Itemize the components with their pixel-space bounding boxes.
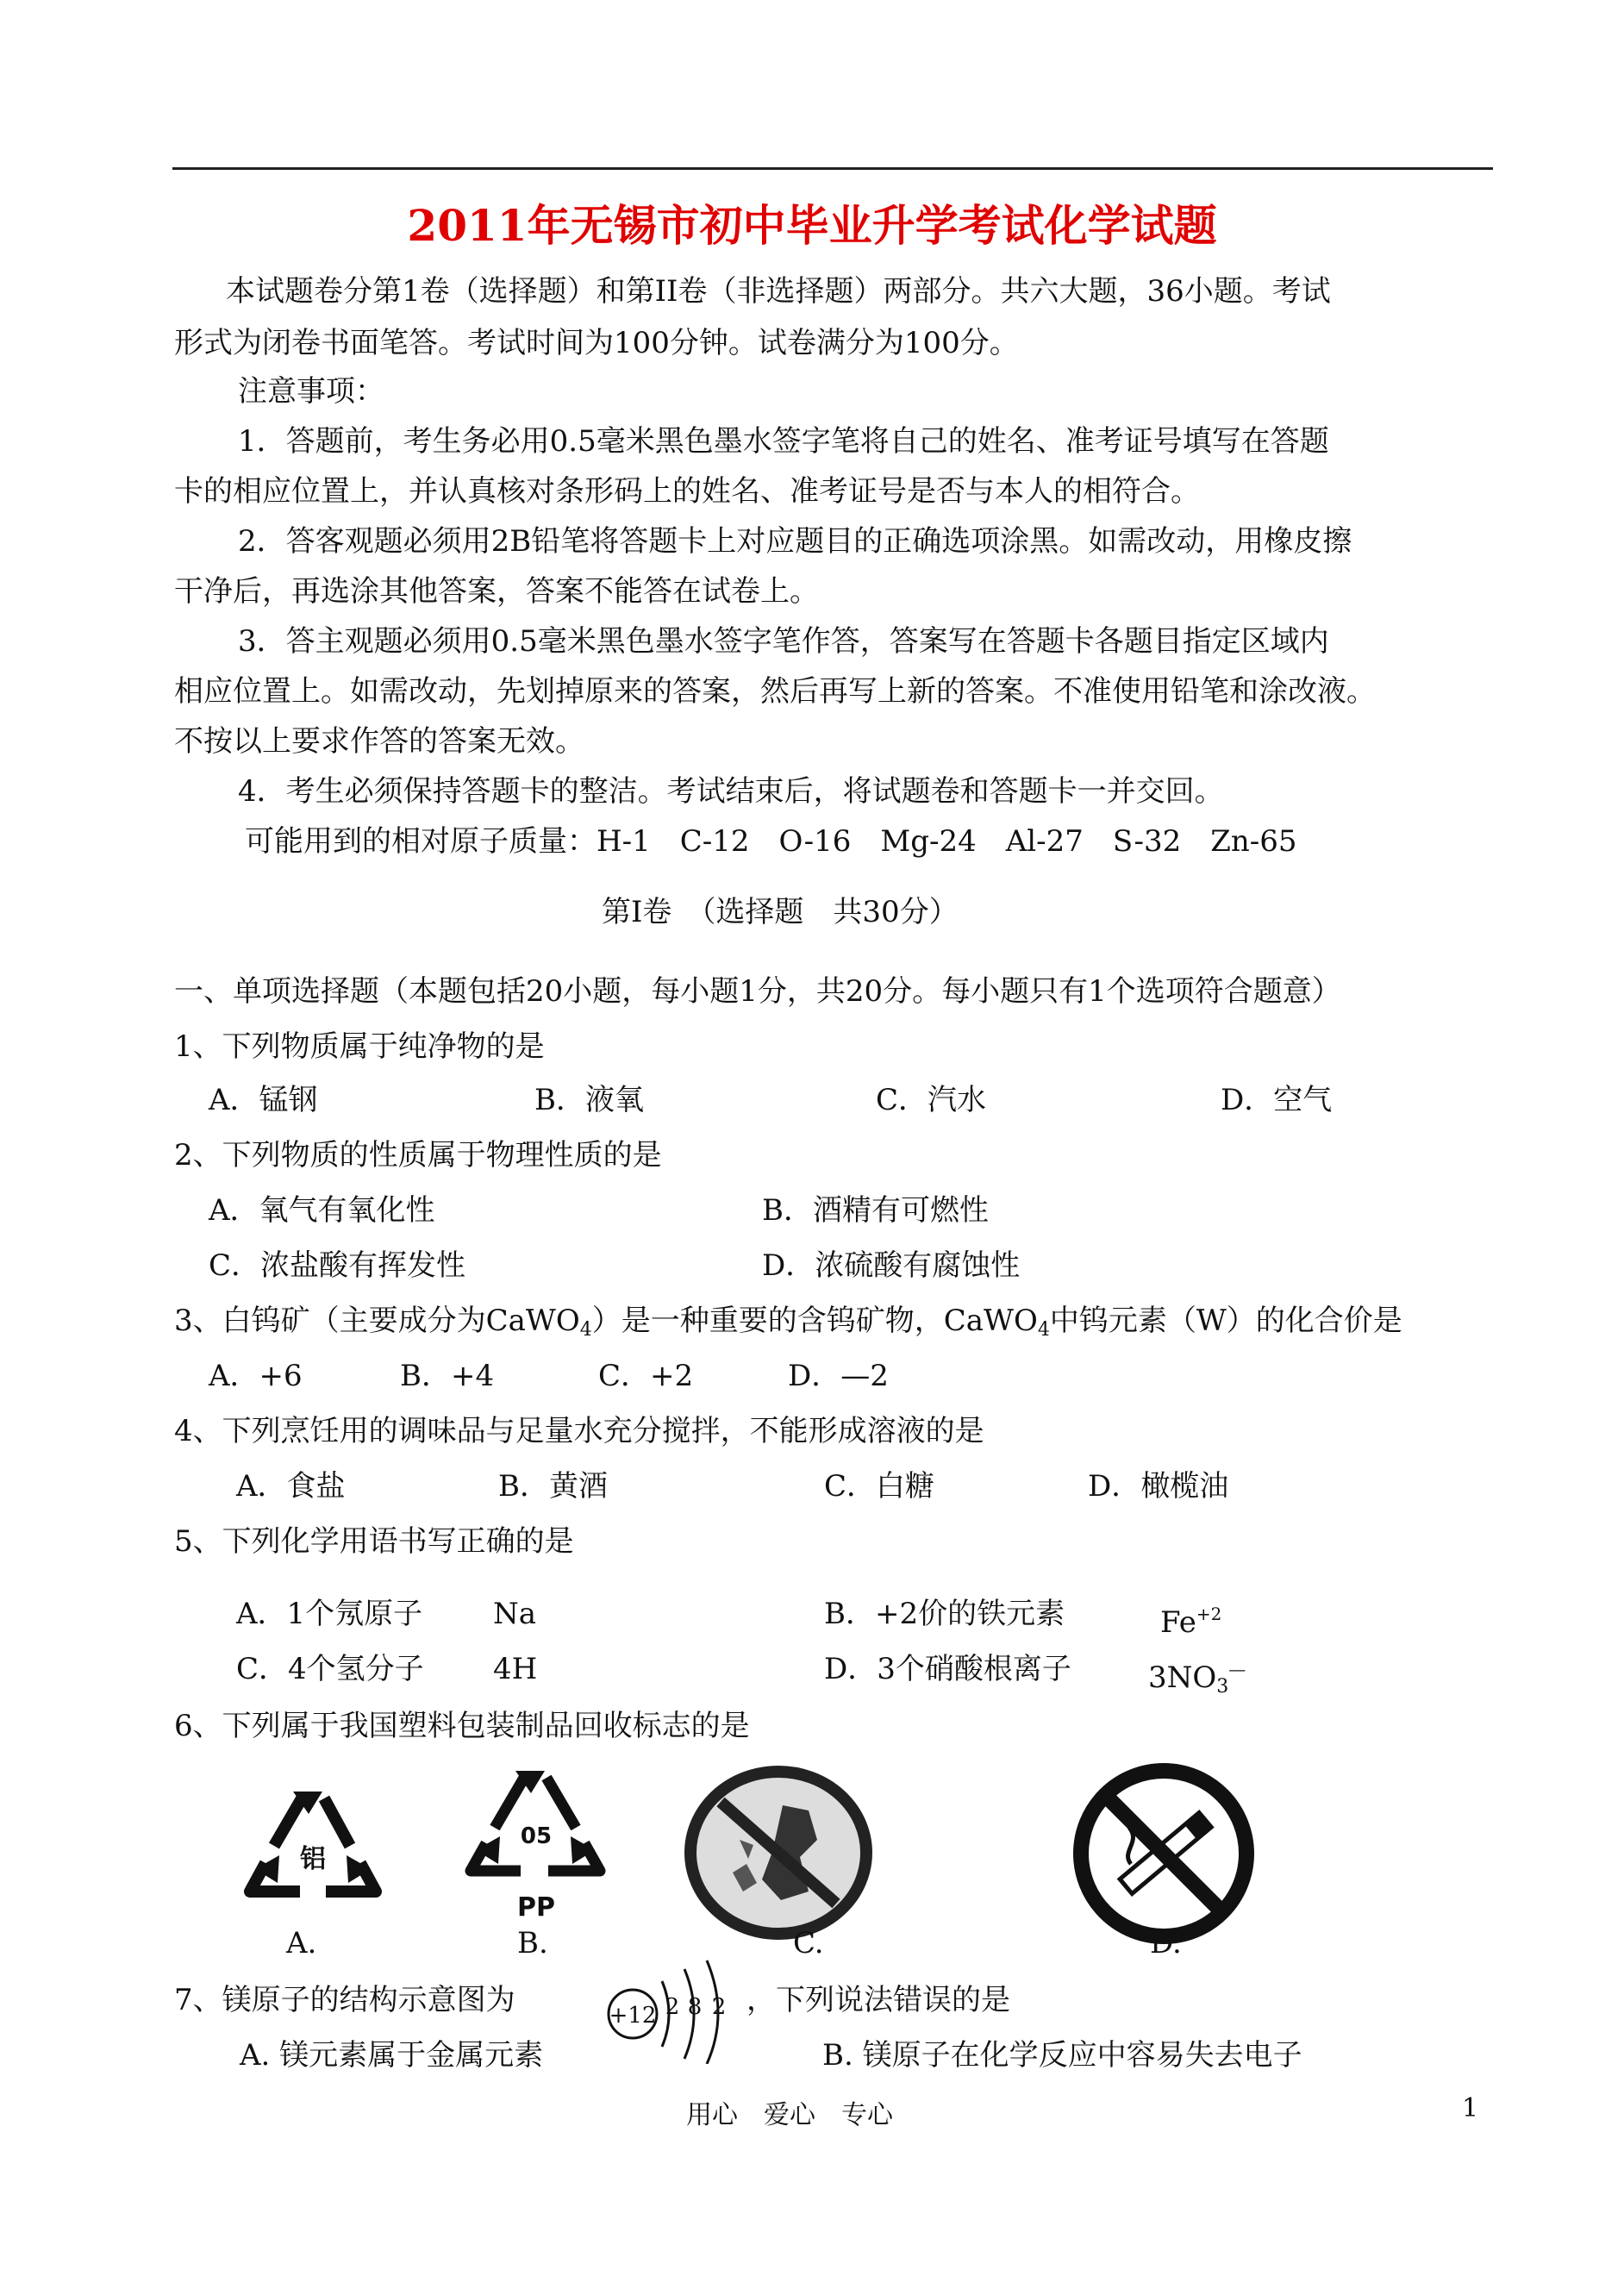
- q6-option-d: D.: [1150, 1926, 1182, 1960]
- q3-option-d: D．—2: [788, 1359, 889, 1393]
- q3-sub-1: 4: [579, 1319, 592, 1341]
- q5-d-subscript: 3: [1216, 1676, 1229, 1698]
- electron-shell-1: 2: [665, 1994, 680, 2020]
- notice-3a: 3．答主观题必须用0.5毫米黑色墨水签字笔作答，答案写在答题卡各题目指定区域内: [238, 624, 1329, 659]
- q3-stem-a: 3、白钨矿（主要成分为CaWO: [174, 1304, 580, 1338]
- q5-option-a: A．1个氖原子: [236, 1597, 423, 1631]
- intro-line-1: 本试题卷分第1卷（选择题）和第II卷（非选择题）两部分。共六大题，36小题。考试: [226, 274, 1331, 309]
- q6-stem: 6、下列属于我国塑料包装制品回收标志的是: [174, 1709, 750, 1743]
- q2-stem: 2、下列物质的性质属于物理性质的是: [174, 1138, 662, 1173]
- notice-heading: 注意事项：: [238, 374, 384, 409]
- q5-option-d-formula: [1148, 1652, 1246, 1704]
- q3-option-a: A．+6: [209, 1359, 303, 1393]
- q5-option-b-formula: [1160, 1597, 1221, 1640]
- q4-stem: 4、下列烹饪用的调味品与足量水充分搅拌，不能形成溶液的是: [174, 1414, 984, 1448]
- q3-option-c: C．+2: [598, 1359, 694, 1393]
- q5-option-d: D．3个硝酸根离子: [824, 1652, 1071, 1686]
- q5-stem: 5、下列化学用语书写正确的是: [174, 1524, 574, 1559]
- section-title: 第Ⅰ卷 （选择题 共30分）: [602, 895, 959, 929]
- icon-a-label: 铝: [300, 1844, 326, 1874]
- q6-option-b: B.: [517, 1926, 548, 1960]
- notice-2b: 干净后，再选涂其他答案，答案不能答在试卷上。: [174, 574, 819, 609]
- footer-motto: 用心 爱心 专心: [686, 2100, 893, 2130]
- q4-option-a: A．食盐: [236, 1469, 346, 1504]
- notice-1b: 卡的相应位置上，并认真核对条形码上的姓名、准考证号是否与本人的相符合。: [174, 474, 1200, 509]
- page-title: 2011年无锡市初中毕业升学考试化学试题: [407, 200, 1217, 251]
- q3-option-b: B．+4: [400, 1359, 495, 1393]
- q4-option-d: D．橄榄油: [1088, 1469, 1229, 1504]
- notice-3b: 相应位置上。如需改动，先划掉原来的答案，然后再写上新的答案。不准使用铅笔和涂改液。: [174, 674, 1376, 709]
- q2-option-d: D．浓硫酸有腐蚀性: [762, 1248, 1021, 1283]
- q1-stem: 1、下列物质属于纯净物的是: [174, 1029, 545, 1064]
- q5-d-symbol: 3NO: [1148, 1660, 1217, 1695]
- notice-1a: 1．答题前，考生务必用0.5毫米黑色墨水签字笔将自己的姓名、准考证号填写在答题: [238, 424, 1329, 459]
- q2-option-c: C．浓盐酸有挥发性: [209, 1248, 466, 1283]
- q5-b-superscript: +2: [1196, 1604, 1222, 1624]
- page-number: 1: [1462, 2093, 1479, 2123]
- icon-b-number: 05: [520, 1823, 553, 1849]
- intro-line-2: 形式为闭卷书面笔答。考试时间为100分钟。试卷满分为100分。: [174, 326, 1019, 360]
- q2-option-a: A．氧气有氧化性: [209, 1193, 435, 1228]
- recycle-aluminum-icon: [240, 1773, 386, 1919]
- q7-stem-b: ，下列说法错误的是: [746, 1983, 1010, 2017]
- q5-option-c-formula: 4H: [493, 1652, 538, 1686]
- q7-option-b: B. 镁原子在化学反应中容易失去电子: [822, 2038, 1302, 2073]
- q1-option-a: A．锰钢: [209, 1083, 318, 1117]
- q1-option-d: D．空气: [1221, 1083, 1333, 1117]
- q3-stem: [174, 1304, 1402, 1348]
- notice-2a: 2．答客观题必须用2B铅笔将答题卡上对应题目的正确选项涂黑。如需改动，用橡皮擦: [238, 524, 1352, 559]
- q5-option-b: B．+2价的铁元素: [824, 1597, 1065, 1631]
- q7-stem-a: 7、镁原子的结构示意图为: [174, 1983, 515, 2017]
- q4-option-c: C．白糖: [824, 1469, 935, 1504]
- no-dumping-sign-icon: [679, 1762, 878, 1943]
- q3-stem-c: 中钨元素（W）的化合价是: [1049, 1304, 1402, 1338]
- q1-option-c: C．汽水: [876, 1083, 987, 1117]
- q5-b-symbol: Fe: [1160, 1605, 1196, 1640]
- q6-option-c: C.: [793, 1926, 824, 1960]
- q1-option-b: B．液氧: [534, 1083, 644, 1117]
- q6-option-a: A.: [286, 1926, 317, 1960]
- q5-option-a-formula: Na: [493, 1597, 537, 1631]
- q3-sub-2: 4: [1037, 1319, 1050, 1341]
- magnesium-atom-diagram: [603, 1952, 741, 2064]
- electron-shell-2: 8: [687, 1994, 703, 2020]
- electron-shell-3: 2: [711, 1994, 727, 2020]
- recycle-pp-icon: [459, 1759, 614, 1931]
- part-heading: 一、单项选择题（本题包括20小题，每小题1分，共20分。每小题只有1个选项符合题意）: [174, 974, 1341, 1009]
- header-rule: [172, 167, 1493, 170]
- q5-option-c: C．4个氢分子: [236, 1652, 424, 1686]
- q4-option-b: B．黄酒: [498, 1469, 608, 1504]
- atom-nucleus: +12: [609, 2003, 657, 2029]
- notice-4: 4．考生必须保持答题卡的整洁。考试结束后，将试题卷和答题卡一并交回。: [238, 774, 1224, 809]
- atomic-masses: 可能用到的相对原子质量：H-1 C-12 O-16 Mg-24 Al-27 S-32 Zn-65: [245, 824, 1297, 859]
- q2-option-b: B．酒精有可燃性: [762, 1193, 989, 1228]
- q5-d-superscript: —: [1228, 1659, 1246, 1679]
- q7-option-a: A. 镁元素属于金属元素: [240, 2038, 544, 2073]
- no-smoking-sign-icon: [1069, 1759, 1259, 1948]
- q3-stem-b: ）是一种重要的含钨矿物，CaWO: [591, 1304, 1038, 1338]
- notice-3c: 不按以上要求作答的答案无效。: [174, 724, 584, 759]
- icon-b-label: PP: [517, 1892, 555, 1923]
